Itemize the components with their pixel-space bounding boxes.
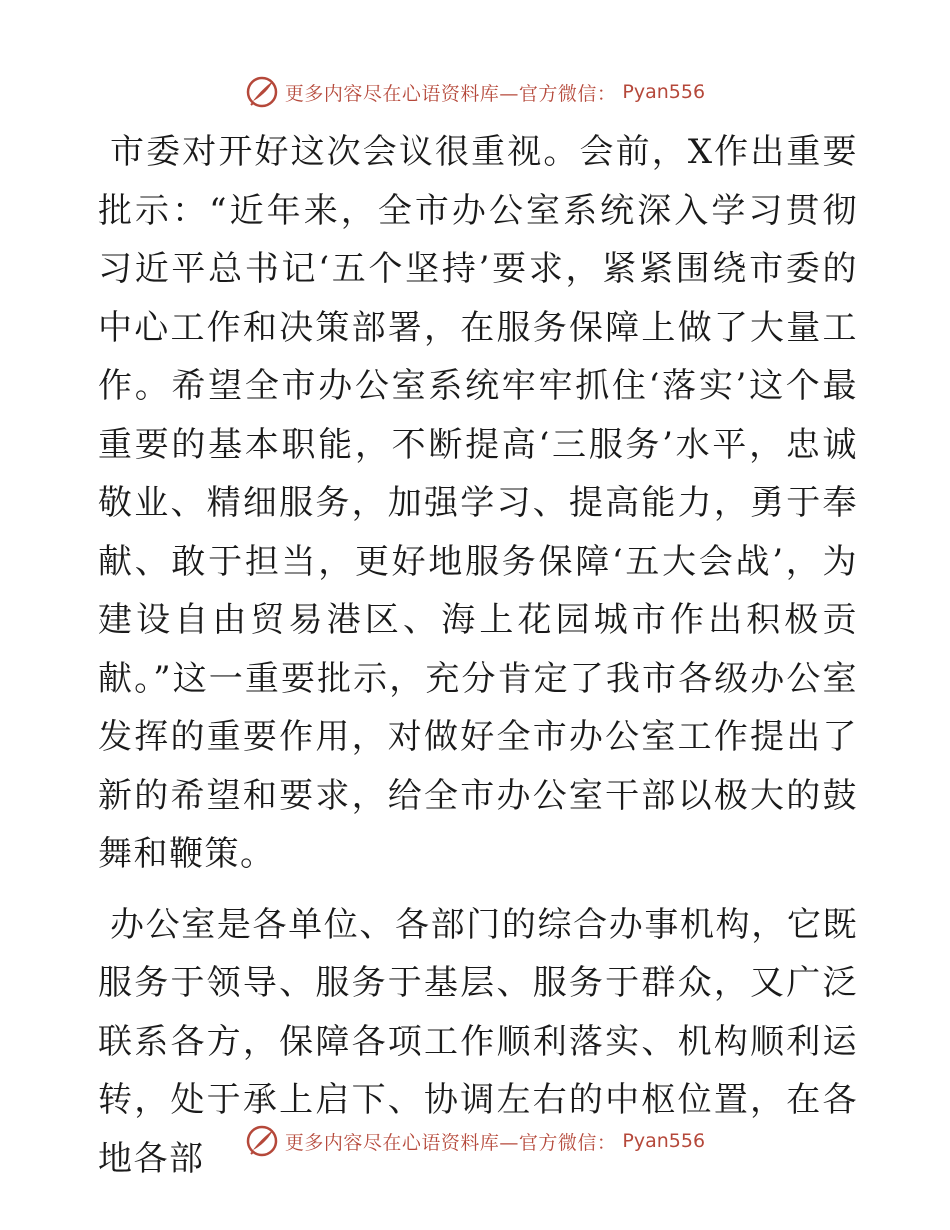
document-body — [98, 123, 858, 1188]
watermark-text: 更多内容尽在心语资料库—官方微信： — [284, 1131, 617, 1154]
watermark-text: 更多内容尽在心语资料库—官方微信： — [284, 82, 617, 105]
watermark-wechat-id: Pyan556 — [622, 81, 706, 103]
paragraph: 市委对开好这次会议很重视。会前，X作出重要批示：“近年来，全市办公室系统深入学习贯彻习近平总书记‘五个坚持’要求，紧紧围绕市委的中心工作和决策部署，在服务保障上做了大量工作。希望全市办公室系统牢牢抓住‘落实’这个最重要的基本职能，不断提高‘三服务’水平，忠诚敬业、精细服务，加强学习、提高能力，勇于奉献、敢于担当，更好地服务保障‘五大会战’，为建设自由贸易港区、海上花园城市作出积极贡献。”这一重要批示，充分肯定了我市各级办公室发挥的重要作用，对做好全市办公室工作提出了新的希望和要求，给全市办公室干部以极大的鼓舞和鞭策。 — [98, 132, 858, 874]
watermark-wechat-id: Pyan556 — [622, 1130, 706, 1152]
footer-watermark — [0, 1121, 950, 1161]
paragraph: 办公室是各单位、各部门的综合办事机构，它既服务于领导、服务于基层、服务于群众，又广泛联系各方，保障各项工作顺利落实、机构顺利运转，处于承上启下、协调左右的中枢位置，在各地各部 — [98, 904, 858, 1179]
header-watermark — [0, 72, 950, 112]
quill-pen-logo-icon — [245, 1124, 279, 1158]
quill-pen-logo-icon — [245, 75, 279, 109]
